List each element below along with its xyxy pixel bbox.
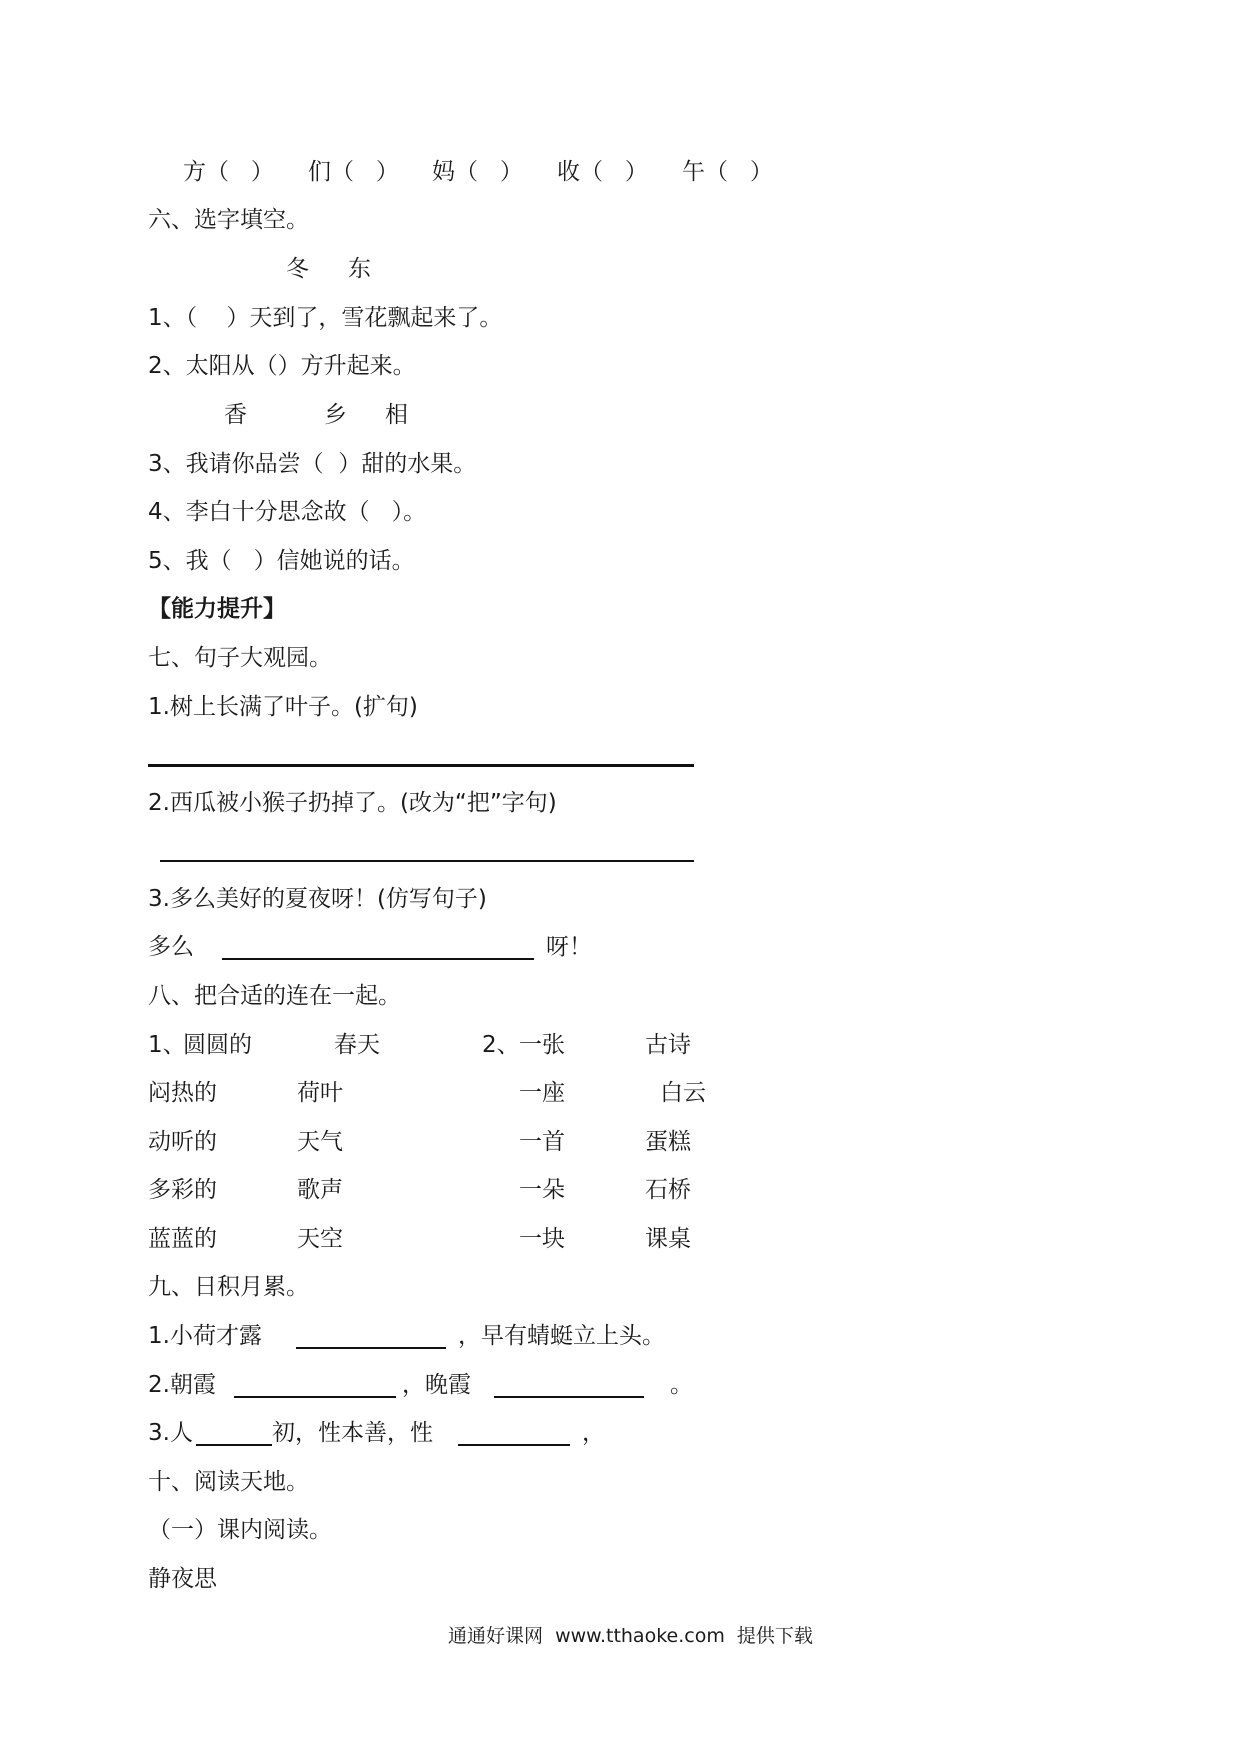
match-right-b-1: 古诗 — [645, 1032, 691, 1058]
match-right-b-5: 课桌 — [645, 1226, 691, 1252]
char-blank-4: 收（ ） — [557, 159, 648, 185]
choice-xiang1: 香 — [224, 402, 247, 428]
group1-label: 1、 — [148, 1032, 186, 1058]
match-right-b-4: 石桥 — [645, 1177, 691, 1203]
section9-q3-c: ， — [582, 1420, 605, 1446]
footer-credit: 通通好课网 www.tthaoke.com 提供下载 — [448, 1625, 813, 1647]
section7-q3: 3.多么美好的夏夜呀！(仿写句子) — [148, 886, 487, 912]
match-right-a-5: 一块 — [519, 1226, 565, 1252]
match-left-a-5: 蓝蓝的 — [148, 1226, 217, 1252]
char-blank-1: 方（ ） — [183, 159, 274, 185]
fill-line-2[interactable] — [234, 1396, 396, 1398]
section9-q1-b: ，早有蜻蜓立上头。 — [458, 1323, 665, 1349]
section8-title: 八、把合适的连在一起。 — [148, 983, 401, 1009]
section6-q5: 5、我（ ）信她说的话。 — [148, 548, 415, 574]
match-right-b-3: 蛋糕 — [645, 1129, 691, 1155]
section7-q1: 1.树上长满了叶子。(扩句) — [148, 694, 418, 720]
match-left-a-1: 圆圆的 — [183, 1032, 252, 1058]
match-left-a-4: 多彩的 — [148, 1177, 217, 1203]
section7-q2: 2.西瓜被小猴子扔掉了。(改为“把”字句) — [148, 790, 557, 816]
choice-xiang2: 乡 — [324, 402, 347, 428]
match-left-a-2: 闷热的 — [148, 1080, 217, 1106]
choice-dong1: 冬 — [286, 256, 309, 282]
match-left-a-3: 动听的 — [148, 1129, 217, 1155]
fill-line-5[interactable] — [458, 1444, 570, 1446]
section6-title: 六、选字填空。 — [148, 207, 309, 233]
section9-q3-b: 初，性本善，性 — [272, 1420, 433, 1446]
section6-q4: 4、李白十分思念故（ ）。 — [148, 499, 427, 525]
match-right-a-3: 一首 — [519, 1129, 565, 1155]
section10-title: 十、阅读天地。 — [148, 1469, 309, 1495]
match-left-b-2: 荷叶 — [297, 1080, 343, 1106]
match-right-a-4: 一朵 — [519, 1177, 565, 1203]
ability-heading: 【能力提升】 — [148, 596, 286, 622]
section10-sub: （一）课内阅读。 — [148, 1517, 332, 1543]
section7-title: 七、句子大观园。 — [148, 645, 332, 671]
choice-dong2: 东 — [348, 256, 371, 282]
char-blank-2: 们（ ） — [308, 159, 399, 185]
answer-line-3[interactable] — [222, 958, 534, 960]
section7-q3-prefix: 多么 — [148, 934, 194, 960]
answer-line-1[interactable] — [148, 764, 694, 767]
fill-line-4[interactable] — [196, 1444, 272, 1446]
match-right-a-2: 一座 — [519, 1080, 565, 1106]
char-blank-3: 妈（ ） — [432, 159, 523, 185]
fill-line-1[interactable] — [296, 1347, 446, 1349]
answer-line-2[interactable] — [160, 860, 694, 862]
poem-title: 静夜思 — [148, 1566, 217, 1592]
match-left-b-5: 天空 — [297, 1226, 343, 1252]
section9-q2-a: 2.朝霞 — [148, 1372, 216, 1398]
section9-q2-c: 。 — [670, 1372, 693, 1398]
section7-q3-suffix: 呀！ — [546, 934, 592, 960]
section6-q3: 3、我请你品尝（ ）甜的水果。 — [148, 451, 477, 477]
match-right-b-2: 白云 — [660, 1080, 706, 1106]
choice-xiang3: 相 — [385, 402, 408, 428]
section6-q2: 2、太阳从（）方升起来。 — [148, 353, 416, 379]
group2-label: 2、 — [482, 1032, 520, 1058]
section9-q1-a: 1.小荷才露 — [148, 1323, 262, 1349]
match-right-a-1: 一张 — [519, 1032, 565, 1058]
section9-q3-a: 3.人 — [148, 1420, 193, 1446]
match-left-b-3: 天气 — [297, 1129, 343, 1155]
char-blank-5: 午（ ） — [682, 159, 773, 185]
fill-line-3[interactable] — [494, 1396, 644, 1398]
section9-q2-b: ，晚霞 — [402, 1372, 471, 1398]
match-left-b-1: 春天 — [334, 1032, 380, 1058]
match-left-b-4: 歌声 — [297, 1177, 343, 1203]
section9-title: 九、日积月累。 — [148, 1274, 309, 1300]
section6-q1: 1、（ ）天到了，雪花飘起来了。 — [148, 305, 503, 331]
